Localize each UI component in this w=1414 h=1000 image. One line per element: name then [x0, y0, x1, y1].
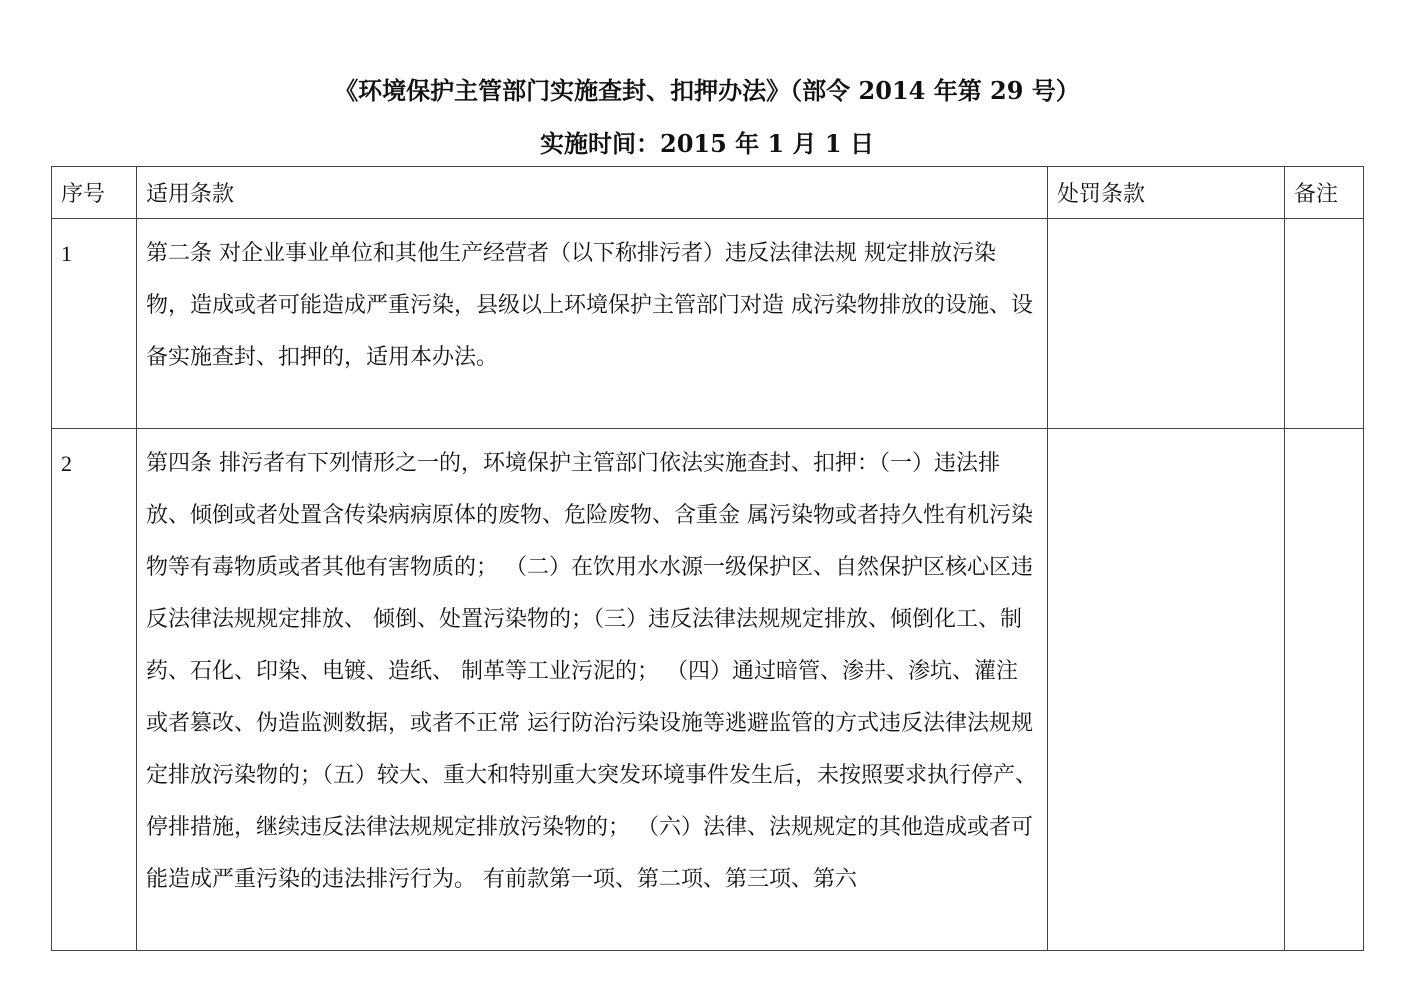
table-row [52, 429, 1364, 951]
header-remarks: 备注 [1285, 167, 1364, 219]
effective-date-heading: 实施时间：2015 年 1 月 1 日 [540, 129, 874, 158]
header-penalty-clause: 处罚条款 [1048, 167, 1285, 219]
row-penalty [1048, 429, 1285, 951]
table-row [52, 219, 1364, 429]
row-seq: 2 [52, 429, 137, 951]
row-penalty [1048, 219, 1285, 429]
document-title: 《环境保护主管部门实施查封、扣押办法》（部令 2014 年第 29 号） [334, 76, 1080, 105]
row-remarks [1285, 429, 1364, 951]
table-header-row [52, 167, 1364, 219]
row-remarks [1285, 219, 1364, 429]
regulation-table [51, 166, 1364, 951]
row-clause: 第二条 对企业事业单位和其他生产经营者（以下称排污者）违反法律法规 规定排放污染物，造成或者可能造成严重污染，县级以上环境保护主管部门对造 成污染物排放的设施、设备实施查封、扣押的，适用本办法。 [137, 219, 1048, 429]
row-seq: 1 [52, 219, 137, 429]
row-clause: 第四条 排污者有下列情形之一的，环境保护主管部门依法实施查封、扣押：（一）违法排放、倾倒或者处置含传染病病原体的废物、危险废物、含重金 属污染物或者持久性有机污染物等有毒物质或者其他有害物质的； （二）在饮用水水源一级保护区、自然保护区核心区违反法律法规规定排放、 倾倒、处置污染物的；（三）违反法律法规规定排放、倾倒化工、制药、石化、印染、电镀、造纸、 制革等工业污泥的； （四）通过暗管、渗井、渗坑、灌注或者篡改、伪造监测数据，或者不正常 运行防治污染设施等逃避监管的方式违反法律法规规定排放污染物的；（五）较大、重大和特别重大突发环境事件发生后，未按照要求执行停产、 停排措施，继续违反法律法规规定排放污染物的； （六）法律、法规规定的其他造成或者可能造成严重污染的违法排污行为。 有前款第一项、第二项、第三项、第六 [137, 429, 1048, 951]
header-seq: 序号 [52, 167, 137, 219]
header-applicable-clause: 适用条款 [137, 167, 1048, 219]
